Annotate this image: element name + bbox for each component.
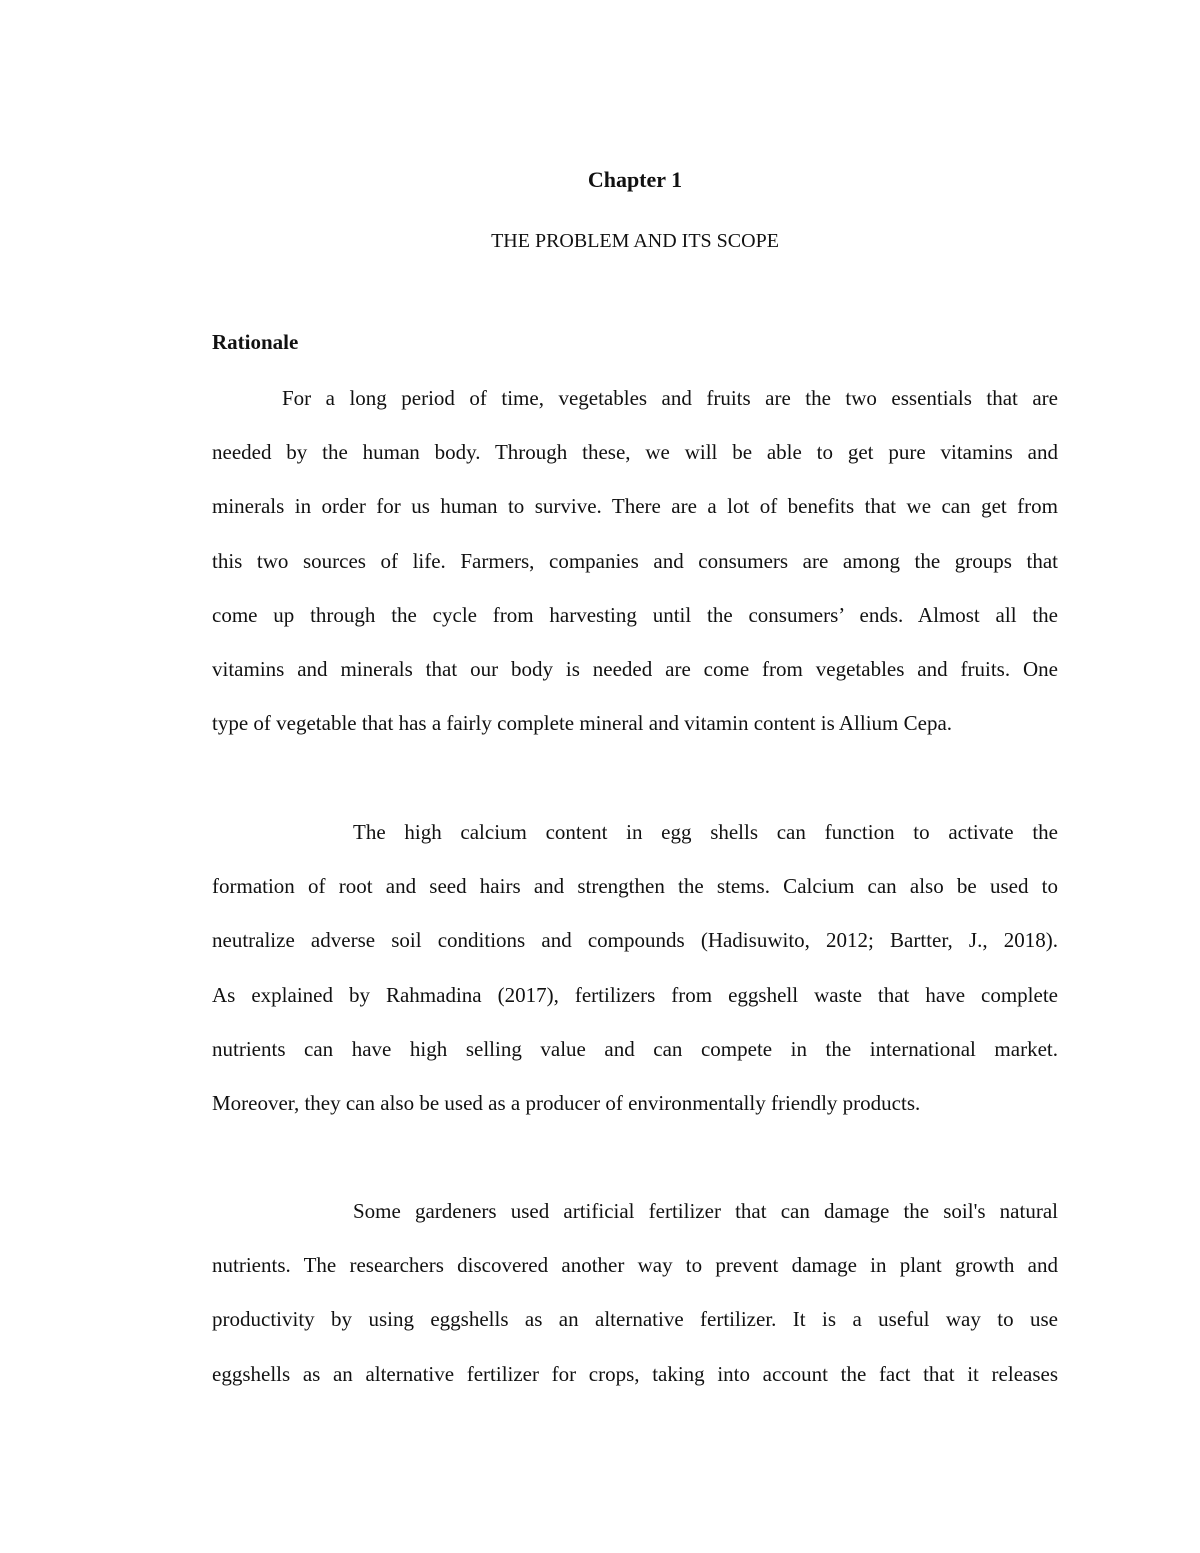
paragraph-line: As explained by Rahmadina (2017), fertilizers from eggshell waste that have complete: [212, 982, 1058, 1007]
paragraph-line: vitamins and minerals that our body is needed are come from vegetables and fruits. One: [212, 656, 1058, 681]
paragraph-line: needed by the human body. Through these, we will be able to get pure vitamins and: [212, 440, 1058, 465]
paragraph-line: Moreover, they can also be used as a producer of environmentally friendly products.: [212, 1090, 921, 1115]
paragraph-line: formation of root and seed hairs and strengthen the stems. Calcium can also be used to: [212, 874, 1058, 899]
paragraph-line: type of vegetable that has a fairly complete mineral and vitamin content is Allium Cepa.: [212, 711, 953, 736]
paragraph-line: minerals in order for us human to survive. There are a lot of benefits that we can get from: [212, 494, 1058, 519]
paragraph-line: come up through the cycle from harvesting until the consumers’ ends. Almost all the: [212, 602, 1058, 627]
paragraph-line: eggshells as an alternative fertilizer for crops, taking into account the fact that it releases: [212, 1361, 1058, 1386]
paragraph-line: nutrients can have high selling value and can compete in the international market.: [212, 1036, 1058, 1061]
chapter-number: Chapter 1: [587, 167, 683, 192]
paragraph-rationale-2: [212, 805, 1058, 1130]
paragraph-line: For a long period of time, vegetables and fruits are the two essentials that are: [282, 386, 1058, 410]
chapter-title: THE PROBLEM AND ITS SCOPE: [491, 230, 779, 252]
paragraph-line: nutrients. The researchers discovered another way to prevent damage in plant growth and: [212, 1253, 1058, 1278]
paragraph-line: Some gardeners used artificial fertilizer that can damage the soil's natural: [353, 1199, 1058, 1223]
paragraph-rationale-3: [212, 1184, 1058, 1401]
paragraph-line: The high calcium content in egg shells can function to activate the: [353, 820, 1058, 844]
paragraph-line: productivity by using eggshells as an alternative fertilizer. It is a useful way to use: [212, 1307, 1058, 1332]
section-heading: Rationale: [212, 330, 299, 354]
paragraph-line: this two sources of life. Farmers, companies and consumers are among the groups that: [212, 548, 1058, 573]
paragraph-rationale-1: [212, 371, 1058, 750]
paragraph-line: neutralize adverse soil conditions and compounds (Hadisuwito, 2012; Bartter, J., 2018).: [212, 928, 1058, 953]
